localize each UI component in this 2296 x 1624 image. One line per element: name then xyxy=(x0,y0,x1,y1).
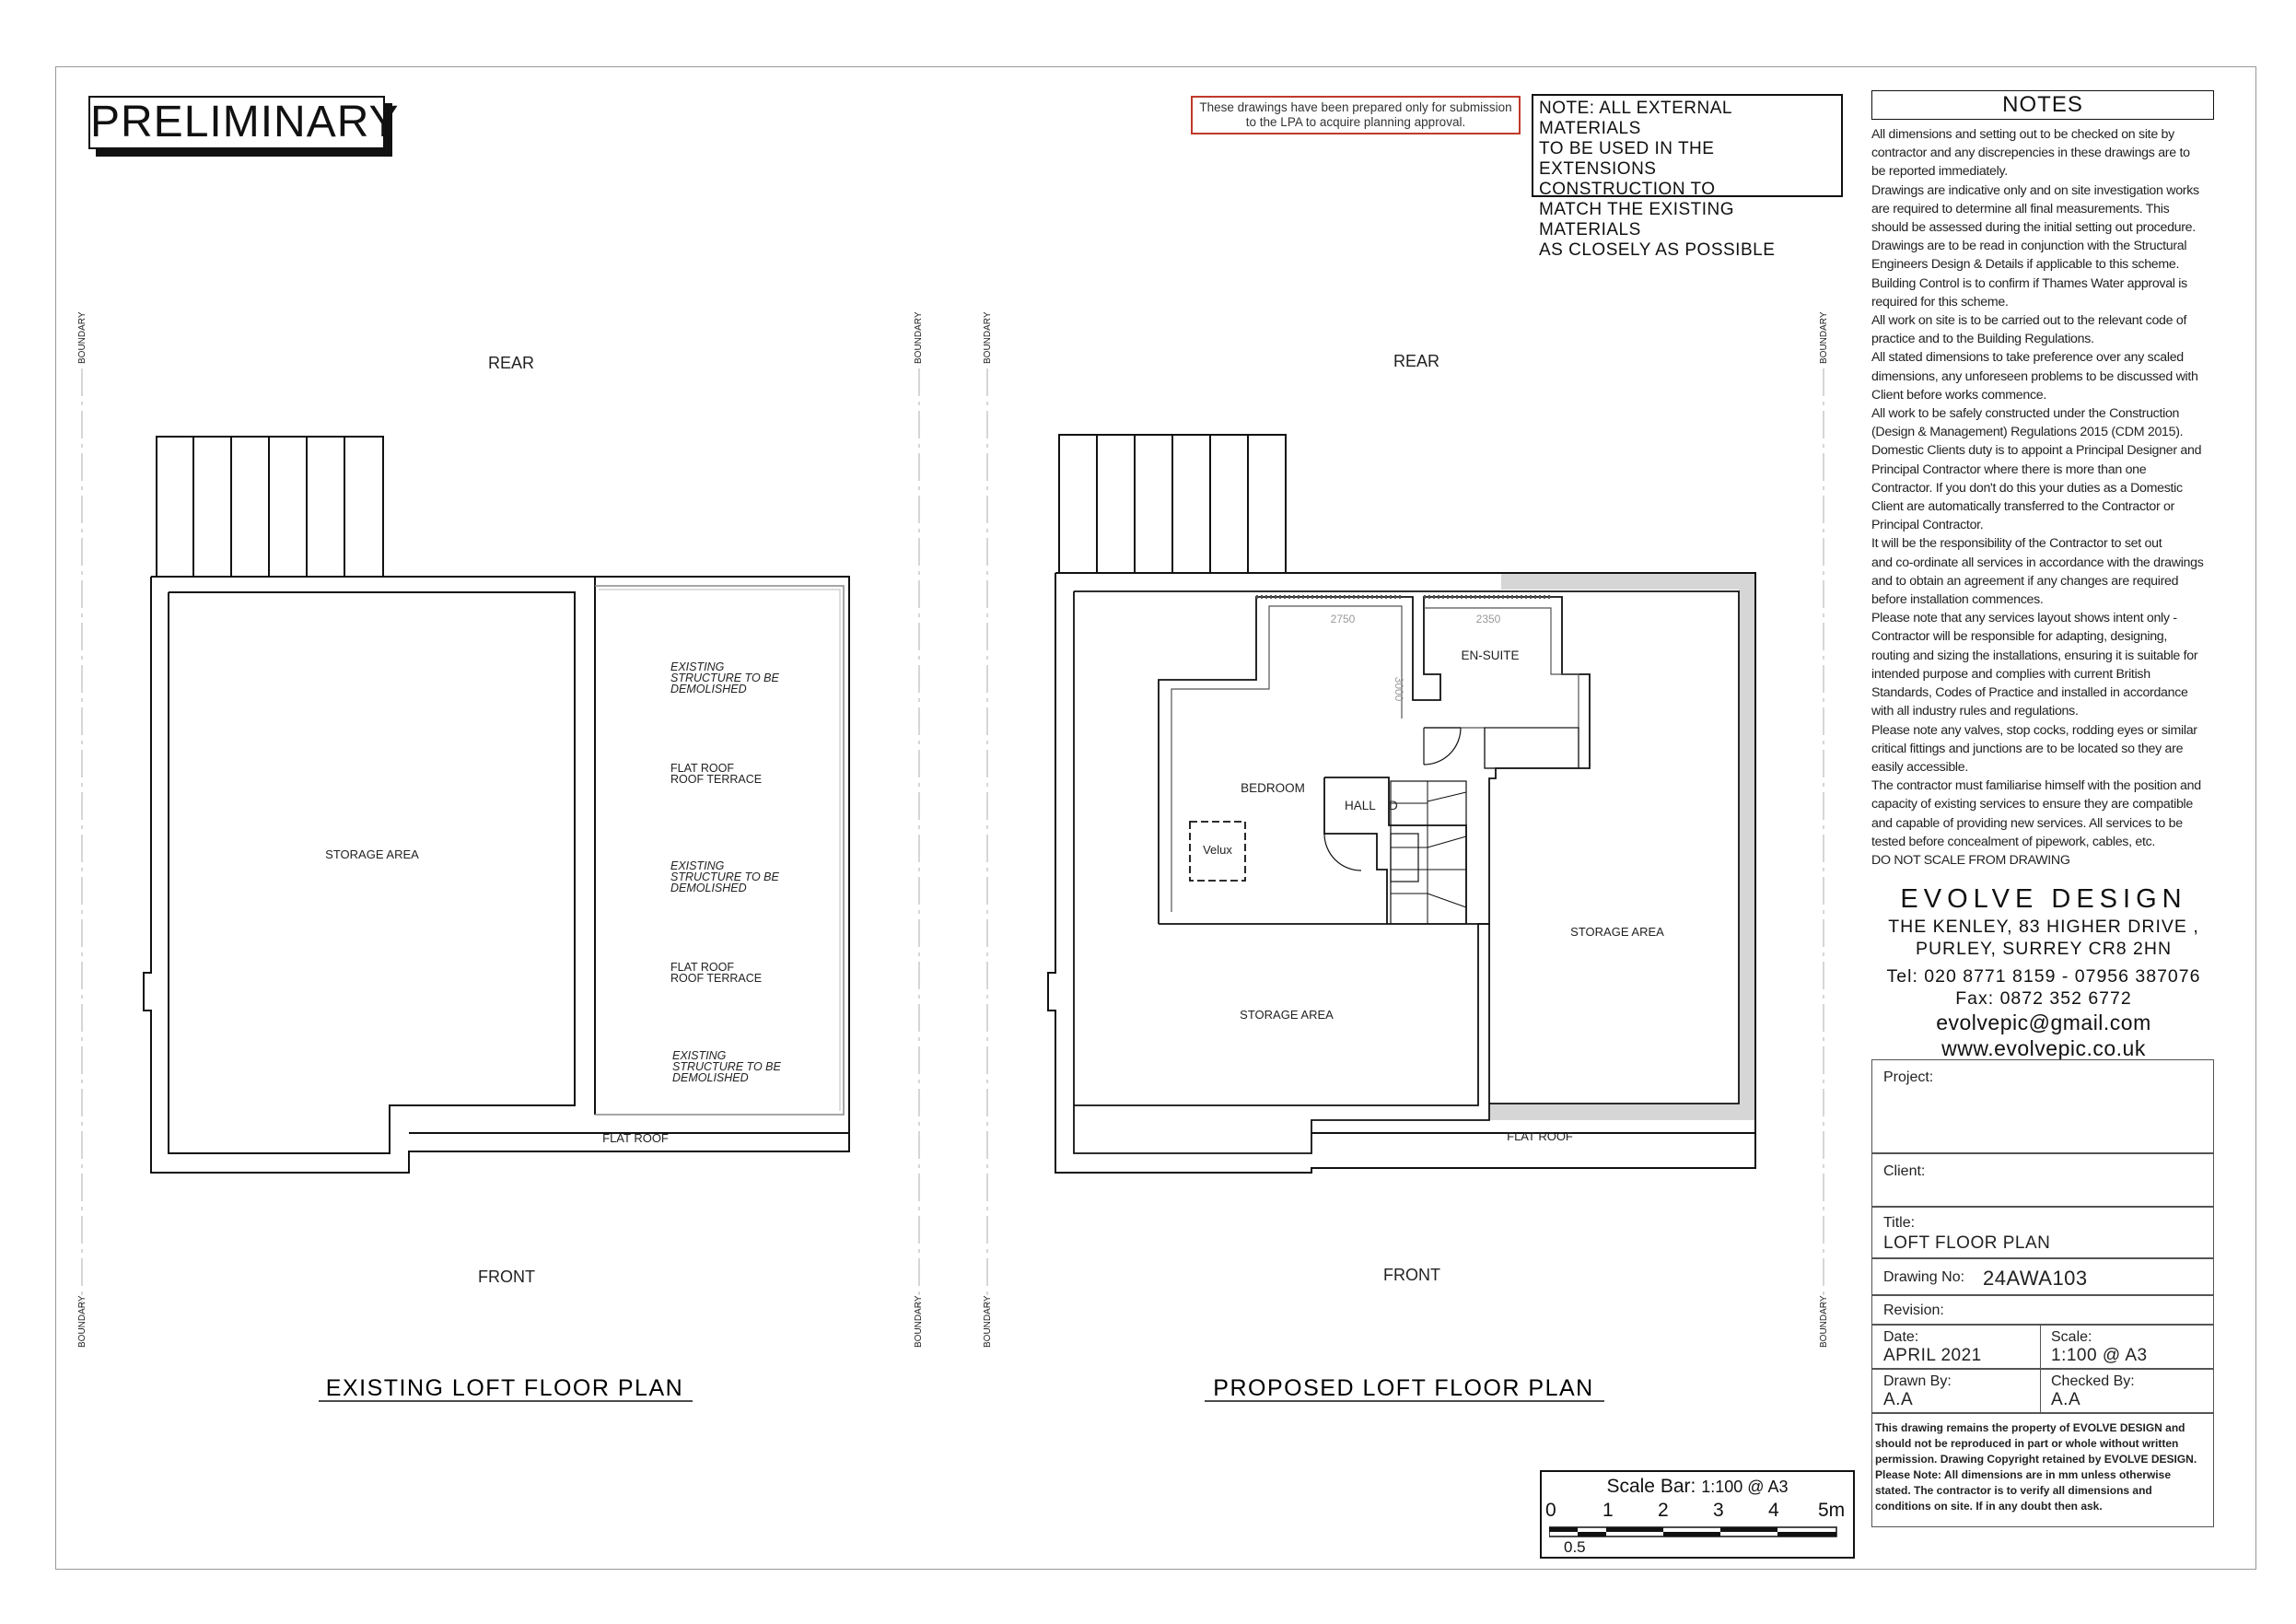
company-web[interactable]: www.evolvepic.co.uk xyxy=(1941,1036,2146,1060)
copyright-line: Please Note: All dimensions are in mm unless otherwise xyxy=(1875,1468,2171,1481)
proposed-plan xyxy=(987,368,1824,1308)
front-label: FRONT xyxy=(1383,1266,1440,1284)
demolish-note: EXISTING xyxy=(670,859,725,872)
scale-tick: 3 xyxy=(1713,1500,1724,1521)
title-label: Title: xyxy=(1883,1215,1916,1231)
demolish-note: DEMOLISHED xyxy=(670,882,747,894)
client-label: Client: xyxy=(1883,1163,1926,1179)
company-address: PURLEY, SURREY CR8 2HN xyxy=(1915,939,2173,959)
storage-area-label: STORAGE AREA xyxy=(325,847,419,861)
preliminary-stamp: PRELIMINARY xyxy=(88,96,385,149)
demolish-note: DEMOLISHED xyxy=(672,1071,749,1084)
materials-note-line: NOTE: ALL EXTERNAL MATERIALS xyxy=(1539,99,1732,138)
notes-line: critical fittings and junctions are to be located so they are xyxy=(1871,741,2184,756)
notes-line: (Design & Management) Regulations 2015 (CDM 2015). xyxy=(1871,425,2184,440)
company-address: THE KENLEY, 83 HIGHER DRIVE , xyxy=(1888,917,2199,937)
velux-label: Velux xyxy=(1203,843,1232,857)
scale-value: 1:100 @ A3 xyxy=(2051,1346,2148,1365)
notes-line: Standards, Codes of Practice and installed in accordance xyxy=(1871,685,2188,701)
dimension-label: 2750 xyxy=(1330,613,1356,625)
materials-note-line: MATCH THE EXISTING MATERIALS xyxy=(1539,200,1735,240)
scale-bar-scale: 1:100 @ A3 xyxy=(1701,1478,1789,1496)
notes-line: should be assessed during the initial setting out procedure. xyxy=(1871,220,2196,236)
materials-note-line: TO BE USED IN THE EXTENSIONS xyxy=(1539,139,1715,179)
revision-label: Revision: xyxy=(1883,1303,1944,1318)
company-name: EVOLVE DESIGN xyxy=(1900,884,2187,914)
notes-line: Engineers Design & Details if applicable to this scheme. xyxy=(1871,257,2180,273)
drawn-value: A.A xyxy=(1883,1390,1914,1409)
hall-d-label: D xyxy=(1389,799,1398,812)
bedroom-label: BEDROOM xyxy=(1241,781,1305,795)
drawing-no-field xyxy=(1871,1258,2214,1295)
boundary-label: BOUNDARY xyxy=(914,1295,924,1348)
stairs xyxy=(1391,781,1466,924)
terrace-note: ROOF TERRACE xyxy=(670,773,763,786)
notes-line: DO NOT SCALE FROM DRAWING xyxy=(1871,852,2070,868)
boundary-label: BOUNDARY xyxy=(77,311,87,364)
notes-line: be reported immediately. xyxy=(1871,164,2008,180)
notes-line: Contractor will be responsible for adapting, designing, xyxy=(1871,629,2168,645)
notes-line: Drawings are indicative only and on site investigation works xyxy=(1871,182,2199,198)
scale-label: Scale: xyxy=(2051,1329,2092,1345)
notes-line: practice and to the Building Regulations. xyxy=(1871,332,2094,347)
materials-note-line: CONSTRUCTION TO xyxy=(1539,180,1716,199)
notes-line: It will be the responsibility of the Contractor to set out xyxy=(1871,536,2162,552)
company-block xyxy=(1871,882,2216,1061)
copyright-line: should not be reproduced in part or whole without written xyxy=(1875,1437,2179,1450)
boundary-label: BOUNDARY xyxy=(1819,1295,1829,1348)
copyright-line: This drawing remains the property of EVOLVE DESIGN and xyxy=(1875,1421,2185,1434)
checked-value: A.A xyxy=(2051,1390,2081,1409)
title-block xyxy=(1871,90,2216,1527)
rear-label: REAR xyxy=(1393,352,1440,370)
scale-tick: 5m xyxy=(1818,1500,1846,1521)
demolish-note: STRUCTURE TO BE xyxy=(670,672,779,684)
ensuite-label: EN-SUITE xyxy=(1461,648,1520,662)
notes-line: Building Control is to confirm if Thames Water approval is xyxy=(1871,275,2187,291)
scale-bar-title xyxy=(1542,1476,1853,1498)
notes-line: Principal Contractor where there is more than one xyxy=(1871,461,2147,477)
notes-heading: NOTES xyxy=(1871,90,2214,120)
dimension-label: 2350 xyxy=(1475,613,1501,625)
demolish-note: EXISTING xyxy=(672,1049,727,1062)
scale-bar xyxy=(1540,1470,1855,1559)
notes-line: All work on site is to be carried out to the relevant code of xyxy=(1871,313,2187,329)
notes-line: All stated dimensions to take preference over any scaled xyxy=(1871,350,2184,366)
lpa-note: These drawings have been prepared only for submission to the LPA to acquire planning approval. xyxy=(1191,96,1521,134)
boundary-label: BOUNDARY xyxy=(1819,311,1829,364)
notes-line: Client before works commence. xyxy=(1871,387,2047,403)
demolish-note: STRUCTURE TO BE xyxy=(672,1060,781,1073)
notes-line: intended purpose and complies with current British xyxy=(1871,666,2150,682)
demolish-note: EXISTING xyxy=(670,660,725,673)
notes-line: and to obtain an agreement if any changes are required xyxy=(1871,573,2179,589)
drawing-no-value: 24AWA103 xyxy=(1983,1267,2088,1290)
copyright-note xyxy=(1875,1420,2218,1514)
notes-line: with all industry rules and regulations. xyxy=(1871,704,2079,719)
checked-label: Checked By: xyxy=(2051,1373,2135,1389)
boundary-label: BOUNDARY xyxy=(77,1295,87,1348)
title-field xyxy=(1871,1207,2214,1258)
notes-line: before installation commences. xyxy=(1871,592,2044,608)
scale-half-tick: 0.5 xyxy=(1564,1538,1586,1556)
dimension-label: 3000 xyxy=(1393,676,1405,702)
bedroom-walls xyxy=(1159,597,1590,924)
notes-line: Client are automatically transferred to the Contractor or xyxy=(1871,499,2175,515)
client-field xyxy=(1871,1153,2214,1207)
scale-bar-graphic xyxy=(1549,1525,1844,1540)
notes-line: routing and sizing the installations, ensuring it is suitable for xyxy=(1871,648,2198,663)
flat-roof-label: FLAT ROOF xyxy=(1507,1129,1573,1143)
date-label: Date: xyxy=(1883,1329,1919,1345)
copyright-line: stated. The contractor is to verify all dimensions and xyxy=(1875,1484,2152,1497)
notes-line: Domestic Clients duty is to appoint a Principal Designer and xyxy=(1871,443,2202,459)
drawn-label: Drawn By: xyxy=(1883,1373,1952,1389)
storage-area-label: STORAGE AREA xyxy=(1240,1008,1334,1022)
notes-line: contractor and any discrepencies in these drawings are to xyxy=(1871,146,2190,161)
demolish-note: STRUCTURE TO BE xyxy=(670,870,779,883)
notes-line: Please note any valves, stop cocks, rodding eyes or similar xyxy=(1871,722,2197,738)
notes-line: Contractor. If you don't do this your duties as a Domestic xyxy=(1871,480,2183,496)
notes-line: All work to be safely constructed under the Construction xyxy=(1871,406,2180,422)
scale-bar-label: Scale Bar: xyxy=(1606,1476,1696,1497)
notes-line: The contractor must familiarise himself with the position and xyxy=(1871,778,2201,794)
company-email[interactable]: evolvepic@gmail.com xyxy=(1936,1011,2151,1034)
hall-label: HALL xyxy=(1345,799,1376,812)
flat-roof-label: FLAT ROOF xyxy=(602,1131,669,1145)
title-value: LOFT FLOOR PLAN xyxy=(1883,1233,2051,1253)
notes-line: and co-ordinate all services in accordance with the drawings xyxy=(1871,555,2204,570)
terrace-note: FLAT ROOF xyxy=(670,762,734,775)
storage-area-walls xyxy=(169,592,575,1153)
company-tel: Tel: 020 8771 8159 - 07956 387076 xyxy=(1886,966,2201,987)
drawing-no-label: Drawing No: xyxy=(1883,1269,1965,1285)
materials-note-line: AS CLOSELY AS POSSIBLE xyxy=(1539,240,1776,260)
proposed-plan-title: PROPOSED LOFT FLOOR PLAN xyxy=(1213,1375,1594,1401)
notes-line: easily accessible. xyxy=(1871,759,1968,775)
rear-label: REAR xyxy=(487,354,535,372)
boundary-label: BOUNDARY xyxy=(914,311,924,364)
company-fax: Fax: 0872 352 6772 xyxy=(1955,988,2132,1009)
boundary-label: BOUNDARY xyxy=(983,1295,993,1348)
scale-tick: 2 xyxy=(1658,1500,1669,1521)
notes-line: tested before concealment of pipework, cables, etc. xyxy=(1871,834,2156,849)
boundary-label: BOUNDARY xyxy=(983,311,993,364)
notes-line: Drawings are to be read in conjunction with the Structural xyxy=(1871,239,2187,254)
copyright-line: permission. Drawing Copyright retained by EVOLVE DESIGN. xyxy=(1875,1453,2197,1466)
existing-plan-title: EXISTING LOFT FLOOR PLAN xyxy=(325,1375,684,1401)
date-value: APRIL 2021 xyxy=(1883,1346,1982,1365)
terrace-note: ROOF TERRACE xyxy=(670,972,763,985)
project-field xyxy=(1871,1059,2214,1153)
notes-line: Principal Contractor. xyxy=(1871,518,1984,533)
notes-line: and capable of providing new services. All services to be xyxy=(1871,815,2183,831)
scale-tick: 1 xyxy=(1603,1500,1614,1521)
notes-line: required for this scheme. xyxy=(1871,294,2009,310)
notes-line: are required to determine all final measurements. This xyxy=(1871,201,2170,216)
scale-tick: 4 xyxy=(1768,1500,1779,1521)
project-label: Project: xyxy=(1883,1069,1934,1085)
demolish-note: DEMOLISHED xyxy=(670,683,747,695)
drawn-checked-field xyxy=(1871,1369,2214,1413)
notes-line: Please note that any services layout shows intent only - xyxy=(1871,611,2177,626)
storage-area-label: STORAGE AREA xyxy=(1570,925,1664,939)
notes-line: All dimensions and setting out to be checked on site by xyxy=(1871,127,2174,142)
notes-line: dimensions, any unforeseen problems to be discussed with xyxy=(1871,368,2198,384)
front-label: FRONT xyxy=(478,1268,535,1286)
scale-tick: 0 xyxy=(1545,1500,1556,1521)
revision-field xyxy=(1871,1295,2214,1325)
date-scale-field xyxy=(1871,1325,2214,1369)
existing-plan xyxy=(82,368,919,1308)
notes-line: capacity of existing services to ensure they are compatible xyxy=(1871,797,2193,812)
copyright-line: conditions on site. If in any doubt then ask. xyxy=(1875,1500,2103,1513)
terrace-note: FLAT ROOF xyxy=(670,961,734,974)
notes-body xyxy=(1871,125,2216,962)
